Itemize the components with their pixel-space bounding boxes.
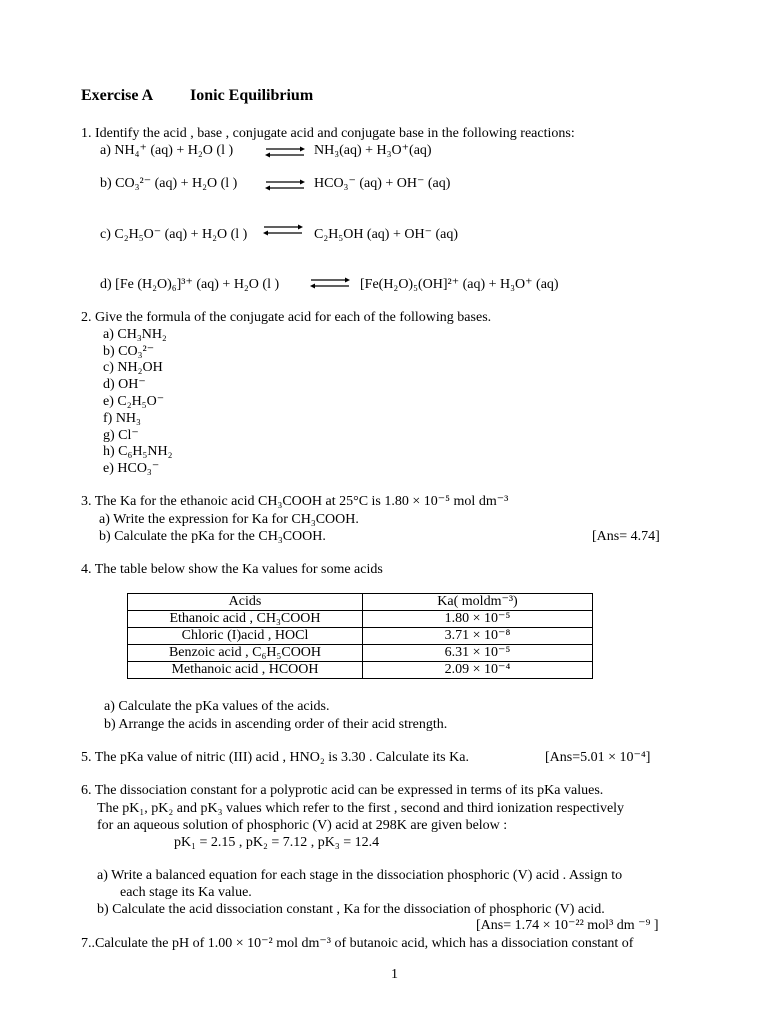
q2-intro: 2. Give the formula of the conjugate acid for each of the following bases. bbox=[81, 310, 492, 325]
q5-answer: [Ans=5.01 × 10⁻⁴] bbox=[545, 750, 651, 765]
ka-cell: 2.09 × 10⁻⁴ bbox=[363, 662, 593, 679]
acid-cell: Benzoic acid , C₆H₅COOH bbox=[128, 645, 363, 662]
q1c-right: C₂H₅OH (aq) + OH⁻ (aq) bbox=[314, 227, 459, 242]
q2-item: b) CO₃²⁻ bbox=[103, 344, 155, 359]
table-row bbox=[128, 662, 593, 679]
q6b: b) Calculate the acid dissociation constant , Ka for the dissociation of phosphoric (V) acid. bbox=[97, 902, 605, 917]
q3-answer: [Ans= 4.74] bbox=[592, 529, 660, 544]
column-header-ka: Ka( moldm⁻³) bbox=[363, 594, 593, 611]
q7-text: 7..Calculate the pH of 1.00 × 10⁻² mol dm⁻³ of butanoic acid, which has a dissociation constant of bbox=[81, 936, 634, 951]
q6-line1: 6. The dissociation constant for a polyprotic acid can be expressed in terms of its pKa values. bbox=[81, 783, 604, 798]
equilibrium-arrows-icon bbox=[262, 223, 304, 237]
q1-intro: 1. Identify the acid , base , conjugate acid and conjugate base in the following reactions: bbox=[81, 126, 575, 141]
table-row bbox=[128, 628, 593, 645]
equilibrium-arrows-icon bbox=[264, 145, 306, 159]
q1c-left: c) C₂H₅O⁻ (aq) + H₂O (l ) bbox=[100, 227, 248, 242]
q6-line3: for an aqueous solution of phosphoric (V) acid at 298K are given below : bbox=[97, 818, 508, 833]
ka-cell: 1.80 × 10⁻⁵ bbox=[363, 611, 593, 628]
q4a: a) Calculate the pKa values of the acids. bbox=[104, 699, 330, 714]
q6a-line1: a) Write a balanced equation for each stage in the dissociation phosphoric (V) acid . Assign to bbox=[97, 868, 623, 883]
q1b-left: b) CO₃²⁻ (aq) + H₂O (l ) bbox=[100, 176, 238, 191]
q1d-right: [Fe(H₂O)₅(OH]²⁺ (aq) + H₃O⁺ (aq) bbox=[360, 277, 559, 292]
acid-cell: Chloric (I)acid , HOCl bbox=[128, 628, 363, 645]
q1d-left: d) [Fe (H₂O)₆]³⁺ (aq) + H₂O (l ) bbox=[100, 277, 280, 292]
q2-item: f) NH₃ bbox=[103, 411, 141, 426]
equilibrium-arrows-icon bbox=[309, 276, 351, 290]
q5-text: 5. The pKa value of nitric (III) acid , HNO₂ is 3.30 . Calculate its Ka. bbox=[81, 750, 469, 765]
ka-cell: 3.71 × 10⁻⁸ bbox=[363, 628, 593, 645]
column-header-acids: Acids bbox=[128, 594, 363, 611]
q6-line2: The pK₁, pK₂ and pK₃ values which refer to the first , second and third ionization respectively bbox=[97, 801, 625, 816]
q1a-right: NH₃(aq) + H₃O⁺(aq) bbox=[314, 143, 432, 158]
q2-item: c) NH₂OH bbox=[103, 360, 163, 375]
table-row bbox=[128, 611, 593, 628]
q3-intro: 3. The Ka for the ethanoic acid CH₃COOH at 25°C is 1.80 × 10⁻⁵ mol dm⁻³ bbox=[81, 494, 509, 509]
ka-table bbox=[127, 593, 593, 679]
q1b-right: HCO₃⁻ (aq) + OH⁻ (aq) bbox=[314, 176, 451, 191]
acid-cell: Ethanoic acid , CH₃COOH bbox=[128, 611, 363, 628]
q6a-line2: each stage its Ka value. bbox=[120, 885, 252, 900]
q4b: b) Arrange the acids in ascending order of their acid strength. bbox=[104, 717, 448, 732]
q2-item: a) CH₃NH₂ bbox=[103, 327, 167, 342]
q2-item: h) C₆H₅NH₂ bbox=[103, 444, 173, 459]
table-row bbox=[128, 645, 593, 662]
q3b: b) Calculate the pKa for the CH₃COOH. bbox=[99, 529, 326, 544]
q2-item: g) Cl⁻ bbox=[103, 428, 139, 443]
ka-cell: 6.31 × 10⁻⁵ bbox=[363, 645, 593, 662]
table-header-row bbox=[128, 594, 593, 611]
page-number: 1 bbox=[391, 967, 398, 982]
q2-item: e) HCO₃⁻ bbox=[103, 461, 160, 476]
q4-intro: 4. The table below show the Ka values for some acids bbox=[81, 562, 383, 577]
q6-values: pK₁ = 2.15 , pK₂ = 7.12 , pK₃ = 12.4 bbox=[174, 835, 380, 850]
q2-item: e) C₂H₅O⁻ bbox=[103, 394, 165, 409]
q3a: a) Write the expression for Ka for CH₃COOH. bbox=[99, 512, 359, 527]
q6-answer: [Ans= 1.74 × 10⁻²² mol³ dm ⁻⁹ ] bbox=[476, 918, 659, 933]
page-title: Ionic Equilibrium bbox=[190, 87, 314, 104]
q1a-left: a) NH₄⁺ (aq) + H₂O (l ) bbox=[100, 143, 234, 158]
acid-cell: Methanoic acid , HCOOH bbox=[128, 662, 363, 679]
q2-item: d) OH⁻ bbox=[103, 377, 146, 392]
exercise-label: Exercise A bbox=[81, 87, 154, 104]
equilibrium-arrows-icon bbox=[264, 178, 306, 192]
